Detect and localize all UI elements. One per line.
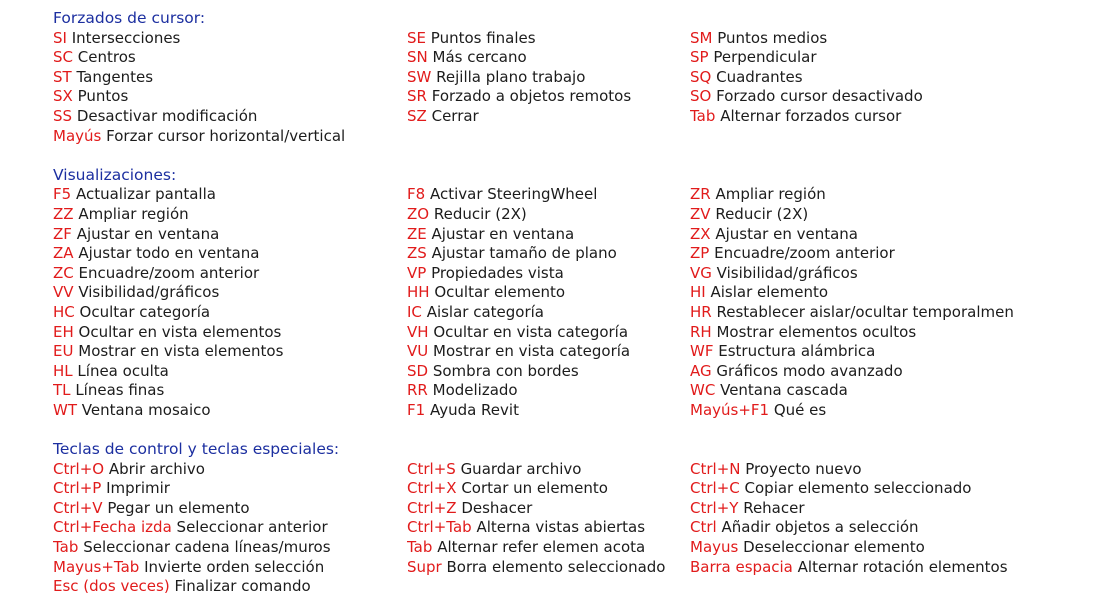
shortcut-entry [690, 460, 1113, 480]
shortcut-entry [690, 342, 1113, 362]
shortcut-grid [53, 29, 1113, 147]
shortcut-key: WC [690, 381, 716, 400]
shortcut-entry [407, 87, 690, 107]
shortcut-description: Más cercano [432, 48, 527, 67]
shortcut-entry [690, 558, 1113, 578]
shortcut-description: Borra elemento seleccionado [446, 557, 666, 576]
shortcut-entry [690, 127, 1113, 147]
shortcut-entry [53, 244, 407, 264]
shortcut-key: SZ [407, 106, 427, 125]
shortcut-entry [53, 48, 407, 68]
shortcut-description: Ajustar todo en ventana [78, 244, 260, 263]
section-title: Visualizaciones: [53, 165, 177, 184]
shortcut-entry [407, 479, 690, 499]
shortcut-entry [407, 401, 690, 421]
shortcut-description: Puntos [77, 87, 129, 106]
shortcut-key: HL [53, 361, 73, 380]
shortcut-entry [53, 577, 407, 597]
shortcut-description: Proyecto nuevo [745, 459, 862, 478]
shortcut-description: Gráficos modo avanzado [716, 361, 903, 380]
shortcut-key: SR [407, 87, 427, 106]
shortcut-key: Ctrl+Z [407, 498, 457, 517]
shortcut-description: Alternar forzados cursor [720, 106, 902, 125]
shortcut-description: Modelizado [432, 381, 518, 400]
shortcut-entry [407, 362, 690, 382]
shortcut-entry [407, 107, 690, 127]
shortcut-entry [407, 538, 690, 558]
shortcut-entry [690, 48, 1113, 68]
shortcut-key: HC [53, 302, 75, 321]
shortcut-key: Ctrl+N [690, 459, 741, 478]
shortcut-entry [690, 518, 1113, 538]
shortcut-entry [690, 244, 1113, 264]
shortcut-description: Mostrar en vista elementos [78, 342, 284, 361]
shortcut-description: Aislar elemento [710, 283, 829, 302]
shortcut-description: Actualizar pantalla [75, 185, 216, 204]
shortcut-document [53, 9, 1113, 597]
shortcut-description: Aislar categoría [426, 302, 544, 321]
shortcut-entry [407, 577, 690, 597]
shortcut-description: Imprimir [106, 479, 170, 498]
shortcut-description: Perpendicular [713, 48, 817, 67]
shortcut-entry [690, 577, 1113, 597]
shortcut-entry [690, 185, 1113, 205]
shortcut-description: Centros [77, 48, 136, 67]
shortcut-description: Rejilla plano trabajo [436, 67, 586, 86]
shortcut-entry [53, 68, 407, 88]
shortcut-entry [407, 323, 690, 343]
shortcut-entry [53, 225, 407, 245]
shortcut-description: Ajustar en ventana [76, 224, 220, 243]
shortcut-key: Ctrl+Fecha izda [53, 518, 172, 537]
shortcut-entry [53, 479, 407, 499]
shortcut-description: Visibilidad/gráficos [716, 263, 858, 282]
shortcut-key: RR [407, 381, 428, 400]
shortcut-entry [690, 29, 1113, 49]
shortcut-description: Ajustar tamaño de plano [431, 244, 617, 263]
shortcut-key: SM [690, 28, 713, 47]
shortcut-description: Ampliar región [78, 204, 189, 223]
shortcut-description: Líneas finas [75, 381, 165, 400]
shortcut-grid [53, 185, 1113, 420]
shortcut-description: Reducir (2X) [715, 204, 809, 223]
shortcut-entry [407, 29, 690, 49]
shortcut-entry [53, 342, 407, 362]
shortcut-entry [690, 362, 1113, 382]
shortcut-description: Activar SteeringWheel [429, 185, 598, 204]
shortcut-entry [407, 225, 690, 245]
shortcut-description: Ajustar en ventana [715, 224, 858, 243]
shortcut-entry [53, 499, 407, 519]
shortcut-description: Copiar elemento seleccionado [744, 479, 972, 498]
shortcut-entry [690, 499, 1113, 519]
shortcut-key: HH [407, 283, 430, 302]
shortcut-key: ST [53, 67, 72, 86]
shortcut-key: F1 [407, 400, 426, 419]
shortcut-entry [53, 107, 407, 127]
shortcut-grid [53, 460, 1113, 597]
shortcut-description: Forzado cursor desactivado [716, 87, 923, 106]
shortcut-key: RH [690, 322, 712, 341]
shortcut-key: Mayus [690, 538, 739, 557]
shortcut-key: ZP [690, 244, 710, 263]
shortcut-description: Ocultar en vista categoría [433, 322, 629, 341]
shortcut-entry [53, 185, 407, 205]
shortcut-key: ZC [53, 263, 74, 282]
shortcut-description: Deshacer [461, 498, 533, 517]
shortcut-entry [53, 29, 407, 49]
shortcut-key: Supr [407, 557, 442, 576]
shortcut-key: F8 [407, 185, 426, 204]
shortcut-key: ZR [690, 185, 711, 204]
shortcut-entry [407, 518, 690, 538]
shortcut-entry [407, 460, 690, 480]
shortcut-key: SS [53, 106, 73, 125]
shortcut-key: ZO [407, 204, 430, 223]
shortcut-key: Ctrl+C [690, 479, 740, 498]
shortcut-description: Deseleccionar elemento [743, 538, 925, 557]
shortcut-key: Ctrl+S [407, 459, 456, 478]
shortcut-key: Tab [690, 106, 716, 125]
shortcut-key: WT [53, 400, 77, 419]
shortcut-description: Estructura alámbrica [718, 342, 876, 361]
shortcut-description: Tangentes [76, 67, 154, 86]
shortcut-entry [690, 87, 1113, 107]
shortcut-description: Cerrar [431, 106, 479, 125]
shortcut-entry [53, 460, 407, 480]
shortcut-key: VG [690, 263, 712, 282]
shortcut-description: Mostrar elementos ocultos [716, 322, 917, 341]
shortcut-key: Ctrl+X [407, 479, 457, 498]
shortcut-description: Encuadre/zoom anterior [714, 244, 895, 263]
shortcut-key: Barra espacia [690, 557, 793, 576]
shortcut-key: HR [690, 302, 712, 321]
shortcut-entry [407, 205, 690, 225]
shortcut-key: VH [407, 322, 429, 341]
shortcut-entry [407, 264, 690, 284]
shortcut-key: ZZ [53, 204, 74, 223]
shortcut-description: Línea oculta [77, 361, 169, 380]
shortcut-entry [690, 303, 1113, 323]
shortcut-entry [407, 283, 690, 303]
shortcut-entry [690, 401, 1113, 421]
shortcut-description: Sombra con bordes [432, 361, 579, 380]
shortcut-entry [407, 185, 690, 205]
shortcut-key: Tab [53, 538, 79, 557]
shortcut-entry [53, 127, 407, 147]
shortcut-description: Ampliar región [715, 185, 826, 204]
shortcut-key: ZE [407, 224, 427, 243]
shortcut-entry [407, 381, 690, 401]
shortcut-entry [690, 381, 1113, 401]
shortcut-key: ZF [53, 224, 72, 243]
shortcut-description: Alternar refer elemen acota [437, 538, 646, 557]
shortcut-description: Ayuda Revit [429, 400, 519, 419]
shortcut-key: TL [53, 381, 71, 400]
shortcut-entry [407, 499, 690, 519]
shortcut-entry [690, 323, 1113, 343]
shortcut-description: Seleccionar anterior [176, 518, 328, 537]
shortcut-entry [690, 68, 1113, 88]
shortcut-key: Mayús [53, 126, 102, 145]
shortcut-key: Ctrl+O [53, 459, 105, 478]
shortcut-description: Abrir archivo [108, 459, 205, 478]
shortcut-entry [53, 283, 407, 303]
shortcut-entry [407, 48, 690, 68]
shortcut-entry [690, 205, 1113, 225]
shortcut-key: Mayus+Tab [53, 557, 140, 576]
shortcut-key: Ctrl+Tab [407, 518, 472, 537]
shortcut-description: Ajustar en ventana [431, 224, 575, 243]
shortcut-description: Intersecciones [71, 28, 181, 47]
shortcut-description: Pegar un elemento [107, 498, 250, 517]
shortcut-entry [690, 538, 1113, 558]
shortcut-key: EH [53, 322, 74, 341]
shortcut-key: SQ [690, 67, 712, 86]
shortcut-description: Invierte orden selección [144, 557, 325, 576]
shortcut-entry [53, 538, 407, 558]
shortcut-key: ZA [53, 244, 74, 263]
shortcut-entry [407, 244, 690, 264]
shortcut-description: Visibilidad/gráficos [78, 283, 220, 302]
shortcut-key: AG [690, 361, 712, 380]
shortcut-entry [53, 205, 407, 225]
shortcut-description: Forzado a objetos remotos [431, 87, 632, 106]
shortcut-key: SD [407, 361, 429, 380]
shortcut-description: Reducir (2X) [433, 204, 527, 223]
shortcut-entry [690, 264, 1113, 284]
shortcut-entry [690, 283, 1113, 303]
shortcut-key: Ctrl [690, 518, 717, 537]
shortcut-description: Finalizar comando [174, 577, 311, 596]
shortcut-description: Alternar rotación elementos [797, 557, 1008, 576]
shortcut-entry [690, 107, 1113, 127]
shortcut-entry [53, 518, 407, 538]
shortcut-key: WF [690, 342, 714, 361]
shortcut-description: Cortar un elemento [461, 479, 608, 498]
shortcut-description: Puntos finales [430, 28, 536, 47]
shortcut-description: Ocultar categoría [79, 302, 211, 321]
shortcut-key: SC [53, 48, 73, 67]
section-spacer [53, 146, 1113, 166]
shortcut-description: Alterna vistas abiertas [476, 518, 646, 537]
shortcut-key: Mayús+F1 [690, 400, 770, 419]
shortcut-description: Ocultar elemento [434, 283, 566, 302]
shortcut-entry [407, 303, 690, 323]
shortcut-key: Ctrl+P [53, 479, 102, 498]
shortcut-entry [53, 381, 407, 401]
shortcut-key: SN [407, 48, 428, 67]
shortcut-description: Mostrar en vista categoría [433, 342, 631, 361]
shortcut-key: Ctrl+V [53, 498, 103, 517]
shortcut-key: SP [690, 48, 709, 67]
shortcut-description: Propiedades vista [431, 263, 564, 282]
shortcut-description: Ocultar en vista elementos [78, 322, 282, 341]
shortcut-entry [407, 342, 690, 362]
shortcut-key: ZV [690, 204, 711, 223]
shortcut-key: SX [53, 87, 73, 106]
shortcut-key: EU [53, 342, 74, 361]
shortcut-description: Ventana cascada [720, 381, 848, 400]
shortcut-key: SW [407, 67, 432, 86]
shortcut-key: Esc (dos veces) [53, 577, 170, 596]
shortcut-description: Añadir objetos a selección [721, 518, 919, 537]
shortcut-key: SE [407, 28, 426, 47]
shortcut-key: ZX [690, 224, 711, 243]
shortcut-description: Encuadre/zoom anterior [78, 263, 260, 282]
shortcut-entry [407, 127, 690, 147]
shortcut-key: IC [407, 302, 422, 321]
shortcut-key: VU [407, 342, 429, 361]
shortcut-key: VP [407, 263, 427, 282]
shortcut-key: HI [690, 283, 706, 302]
section-title: Forzados de cursor: [53, 9, 206, 27]
shortcut-entry [53, 558, 407, 578]
shortcut-entry [53, 401, 407, 421]
shortcut-entry [53, 362, 407, 382]
section-title: Teclas de control y teclas especiales: [53, 440, 340, 459]
shortcut-key: Ctrl+Y [690, 498, 739, 517]
shortcut-entry [53, 323, 407, 343]
shortcut-key: SO [690, 87, 712, 106]
shortcut-description: Ventana mosaico [81, 400, 211, 419]
shortcut-key: SI [53, 28, 67, 47]
shortcut-entry [407, 558, 690, 578]
shortcut-entry [407, 68, 690, 88]
shortcut-key: ZS [407, 244, 427, 263]
shortcut-entry [53, 264, 407, 284]
shortcut-description: Seleccionar cadena líneas/muros [83, 538, 331, 557]
shortcut-key: Tab [407, 538, 433, 557]
shortcut-description: Guardar archivo [460, 459, 582, 478]
shortcut-entry [53, 87, 407, 107]
shortcut-description: Puntos medios [717, 28, 828, 47]
shortcut-description: Qué es [773, 400, 827, 419]
shortcut-entry [53, 303, 407, 323]
shortcut-description: Desactivar modificación [76, 106, 258, 125]
shortcut-entry [690, 479, 1113, 499]
shortcut-key: VV [53, 283, 74, 302]
section-spacer [53, 420, 1113, 440]
shortcut-description: Restablecer aislar/ocultar temporalmen [716, 302, 1014, 321]
shortcut-description: Cuadrantes [716, 67, 803, 86]
shortcut-description: Rehacer [743, 498, 805, 517]
shortcut-entry [690, 225, 1113, 245]
shortcut-description: Forzar cursor horizontal/vertical [106, 126, 346, 145]
shortcut-key: F5 [53, 185, 72, 204]
